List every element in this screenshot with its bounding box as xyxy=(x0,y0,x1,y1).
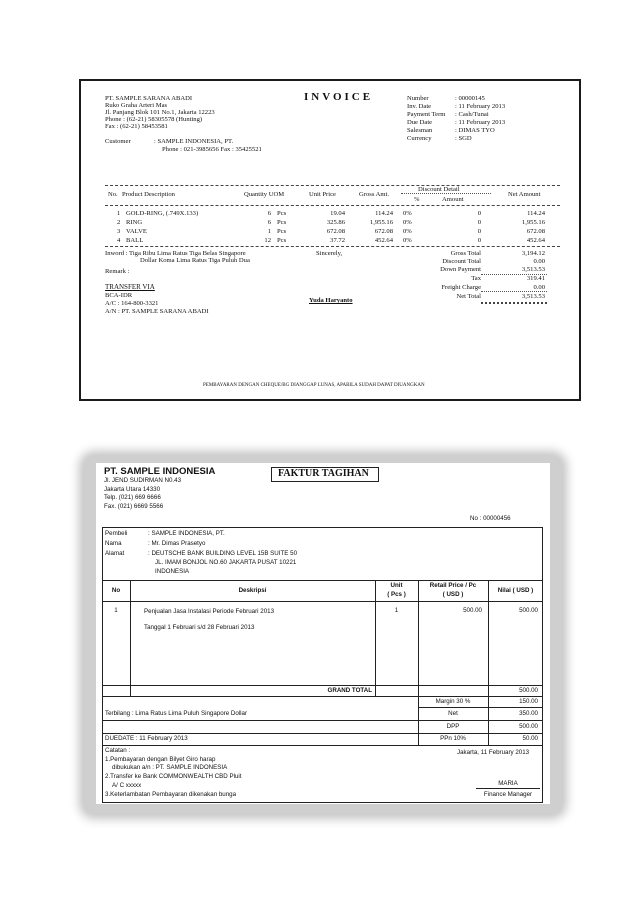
row-qty: 6 xyxy=(267,219,271,226)
col-pct: % xyxy=(414,196,420,203)
row-price: 37.72 xyxy=(330,237,345,244)
col-no: No. xyxy=(108,191,118,198)
row-gross: 114.24 xyxy=(375,210,393,217)
row-unit: 1 xyxy=(394,607,399,614)
meta-value: : 11 February 2013 xyxy=(455,103,506,110)
margin-label: Margin 30 % xyxy=(435,698,471,705)
name-label: Nama xyxy=(105,540,122,547)
table-rule xyxy=(102,601,543,602)
company-name: PT. SAMPLE INDONESIA xyxy=(104,466,216,477)
total-label: Gross Total xyxy=(450,250,481,257)
company-address-1: Ruko Graha Arteri Mas xyxy=(105,102,168,109)
row-price: 500.00 xyxy=(463,607,482,614)
meta-value: : DIMAS TYO xyxy=(455,127,495,134)
sincerely-text: Sincerely, xyxy=(316,250,343,257)
row-desc-2: Tanggal 1 Februari s/d 28 Februari 2013 xyxy=(144,624,255,631)
net-label: Net xyxy=(448,710,458,717)
table-col-rule xyxy=(488,580,489,746)
meta-label: Currency xyxy=(407,135,432,142)
ppn-value: 50.00 xyxy=(522,735,538,742)
row-net: 452.64 xyxy=(526,237,545,244)
table-rule xyxy=(418,707,543,708)
total-value: 0.00 xyxy=(533,258,545,265)
meta-label: Salesman xyxy=(407,127,433,134)
row-pct: 0% xyxy=(403,237,412,244)
meta-label: Inv. Date xyxy=(407,103,432,110)
invoice-title: FAKTUR TAGIHAN xyxy=(278,468,369,479)
row-disc: 0 xyxy=(477,237,481,244)
place-date: Jakarta, 11 February 2013 xyxy=(457,749,530,756)
signer-name: MARIA xyxy=(498,780,518,787)
signer-name: Yuda Haryanto xyxy=(309,297,353,304)
ppn-label: PPn 10% xyxy=(440,735,466,742)
meta-value: : 11 February 2013 xyxy=(455,119,506,126)
row-qty: 6 xyxy=(267,210,271,217)
col-retail-price-sub: ( USD ) xyxy=(442,591,464,598)
table-rule xyxy=(102,745,543,746)
table-rule xyxy=(102,685,543,686)
table-rule xyxy=(102,696,543,697)
remark-label: Remark : xyxy=(105,268,130,275)
col-value: Nilai ( USD ) xyxy=(497,587,534,594)
customer-phone: Phone : 021-3985656 Fax : 35425521 xyxy=(162,146,262,153)
meta-value: : SGD xyxy=(455,135,472,142)
grand-total-label: GRAND TOTAL xyxy=(327,687,372,694)
margin-value: 150.00 xyxy=(519,698,538,705)
signature-line xyxy=(476,788,540,789)
inword-line-1: Inword : Tiga Ribu Lima Ratus Tiga Belas Singapore xyxy=(105,250,246,257)
invoice-faktur-tagihan xyxy=(96,463,550,804)
divider xyxy=(105,185,560,186)
name-value: : Mr. Dimas Prasetyo xyxy=(148,540,206,547)
dpp-value: 500.00 xyxy=(519,723,538,730)
row-uom: Pcs xyxy=(277,237,287,244)
customer-name: : SAMPLE INDONESIA, PT. xyxy=(154,138,234,145)
notes-heading: Catatan : xyxy=(105,747,131,754)
customer-label: Customer xyxy=(105,138,131,145)
address-line-1: : DEUTSCHE BANK BUILDING LEVEL 15B SUITE 50 xyxy=(148,550,298,557)
total-value: 319.41 xyxy=(526,275,545,282)
invoice-sarana-abadi xyxy=(79,79,581,401)
row-gross: 672.08 xyxy=(374,228,393,235)
company-fax: Fax : (62-21) 58453581 xyxy=(105,123,168,130)
total-label: Net Total xyxy=(456,293,481,300)
row-desc: GOLD-RING, (.749X.133) xyxy=(126,210,199,217)
transfer-via-heading: TRANSFER VIA xyxy=(105,283,155,291)
address-label: Alamat xyxy=(105,550,125,557)
company-phone: Telp. (021) 669 6666 xyxy=(104,494,161,501)
meta-label: Number xyxy=(407,95,429,102)
row-disc: 0 xyxy=(477,228,481,235)
total-value: 3,194.12 xyxy=(521,250,545,257)
col-discount: Discount Detail xyxy=(418,186,460,193)
buyer-value: : SAMPLE INDONESIA, PT. xyxy=(148,530,225,537)
col-net: Net Amount xyxy=(508,191,541,198)
address-line-3: INDONESIA xyxy=(155,568,190,575)
company-address-2: Jakarta Utara 14330 xyxy=(104,486,161,493)
col-no: No xyxy=(111,587,121,594)
company-phone: Phone : (62-21) 58305578 (Hunting) xyxy=(105,116,203,123)
row-pct: 0% xyxy=(403,210,412,217)
total-value: 3,513.53 xyxy=(521,293,545,300)
meta-label: Due Date xyxy=(407,119,433,126)
table-col-rule xyxy=(418,580,419,746)
buyer-label: Pembeli xyxy=(105,530,128,537)
row-price: 325.86 xyxy=(326,219,345,226)
col-qty-uom: Quantity UOM xyxy=(244,191,285,198)
total-label: Freight Charge xyxy=(441,284,481,291)
total-label: Down Payment xyxy=(440,266,481,273)
table-rule xyxy=(102,720,543,721)
row-disc: 0 xyxy=(477,219,481,226)
total-label: Discount Total xyxy=(442,258,481,265)
company-address-2: Jl. Panjang Blok 101 No.1, Jakarta 12223 xyxy=(105,109,215,116)
due-date: DUEDATE : 11 February 2013 xyxy=(105,735,188,742)
net-value: 350.00 xyxy=(519,710,538,717)
note-1: 1.Pembayaran dengan Bilyet Giro harap xyxy=(105,756,216,763)
row-uom: Pcs xyxy=(277,228,287,235)
row-price: 672.08 xyxy=(326,228,345,235)
inword-line-2: Dollar Koma Lima Ratus Tiga Puluh Dua xyxy=(140,257,250,264)
col-retail-price: Retail Price / Pc xyxy=(429,582,477,589)
note-2b: A/ C xxxxx xyxy=(112,782,142,789)
dpp-label: DPP xyxy=(446,723,460,730)
row-no: 1 xyxy=(117,210,121,217)
company-fax: Fax. (021) 6669 5566 xyxy=(104,503,164,510)
row-net: 1,955.16 xyxy=(521,219,545,226)
address-line-2: JL. IMAM BONJOL NO.60 JAKARTA PUSAT 10221 xyxy=(155,559,297,566)
total-label: Tax xyxy=(471,275,481,282)
invoice-number: No : 00000456 xyxy=(470,515,511,522)
divider xyxy=(105,246,560,247)
row-gross: 452.64 xyxy=(374,237,393,244)
note-2: 2.Transfer ke Bank COMMONWEALTH CBD Pluit xyxy=(105,773,242,780)
bank-name: BCA-IDR xyxy=(105,292,133,299)
total-underline xyxy=(481,291,547,292)
row-no: 2 xyxy=(117,219,121,226)
invoice-title: INVOICE xyxy=(304,91,374,103)
row-desc-1: Penjualan Jasa Instalasi Periode Februari 2013 xyxy=(144,608,275,615)
grand-total-value: 500.00 xyxy=(519,687,538,694)
row-pct: 0% xyxy=(403,228,412,235)
row-desc: RING xyxy=(126,219,143,226)
total-value: 0.00 xyxy=(533,284,545,291)
col-unit-price: Unit Price xyxy=(309,191,336,198)
row-gross: 1,955.16 xyxy=(369,219,393,226)
row-desc: VALVE xyxy=(126,228,147,235)
row-qty: 12 xyxy=(264,237,271,244)
total-value: 3,513.53 xyxy=(521,266,545,273)
note-3: 3.Keterlambatan Pembayaran dikenakan bunga xyxy=(105,791,237,798)
col-amount: Amount xyxy=(442,196,464,203)
row-no: 4 xyxy=(117,237,121,244)
table-rule xyxy=(102,580,543,581)
row-qty: 1 xyxy=(267,228,271,235)
company-name: PT. SAMPLE SARANA ABADI xyxy=(105,95,193,102)
table-rule xyxy=(102,733,543,734)
note-1b: dibukukan a/n : PT. SAMPLE INDONESIA xyxy=(112,764,228,771)
meta-value: : 00000145 xyxy=(455,95,485,102)
divider xyxy=(105,205,560,206)
row-value: 500.00 xyxy=(519,607,538,614)
row-uom: Pcs xyxy=(277,210,287,217)
col-gross: Gross Amt. xyxy=(359,191,390,198)
company-address-1: Jl. JEND SUDIRMAN N0.43 xyxy=(104,477,182,484)
net-total-underline xyxy=(481,302,547,304)
row-disc: 0 xyxy=(477,210,481,217)
terbilang-text: Terbilang : Lima Ratus Lima Puluh Singapore Dollar xyxy=(105,710,248,717)
col-unit-sub: ( Pcs ) xyxy=(387,591,406,598)
row-pct: 0% xyxy=(403,219,412,226)
col-description: Deskripsi xyxy=(238,587,267,594)
row-desc: BALL xyxy=(126,237,144,244)
footer-note: PEMBAYARAN DENGAN CHEQUE/BG DIANGGAP LUNAS, APABILA SUDAH DAPAT DIUANGKAN xyxy=(203,383,425,388)
row-price: 19.04 xyxy=(330,210,345,217)
row-net: 672.08 xyxy=(526,228,545,235)
row-uom: Pcs xyxy=(277,219,287,226)
table-col-rule xyxy=(130,580,131,696)
col-product: Product Description xyxy=(122,191,175,198)
bank-account: A/C : 164-800-3321 xyxy=(105,300,159,307)
discount-underline xyxy=(401,193,491,194)
row-net: 114.24 xyxy=(527,210,545,217)
col-unit: Unit xyxy=(390,582,403,589)
row-no: 3 xyxy=(117,228,121,235)
bank-account-name: A/N : PT. SAMPLE SARANA ABADI xyxy=(105,308,209,315)
meta-label: Payment Term xyxy=(407,111,446,118)
signer-title: Finance Manager xyxy=(483,791,533,798)
meta-value: : Cash/Tunai xyxy=(455,111,489,118)
row-no: 1 xyxy=(114,607,118,614)
